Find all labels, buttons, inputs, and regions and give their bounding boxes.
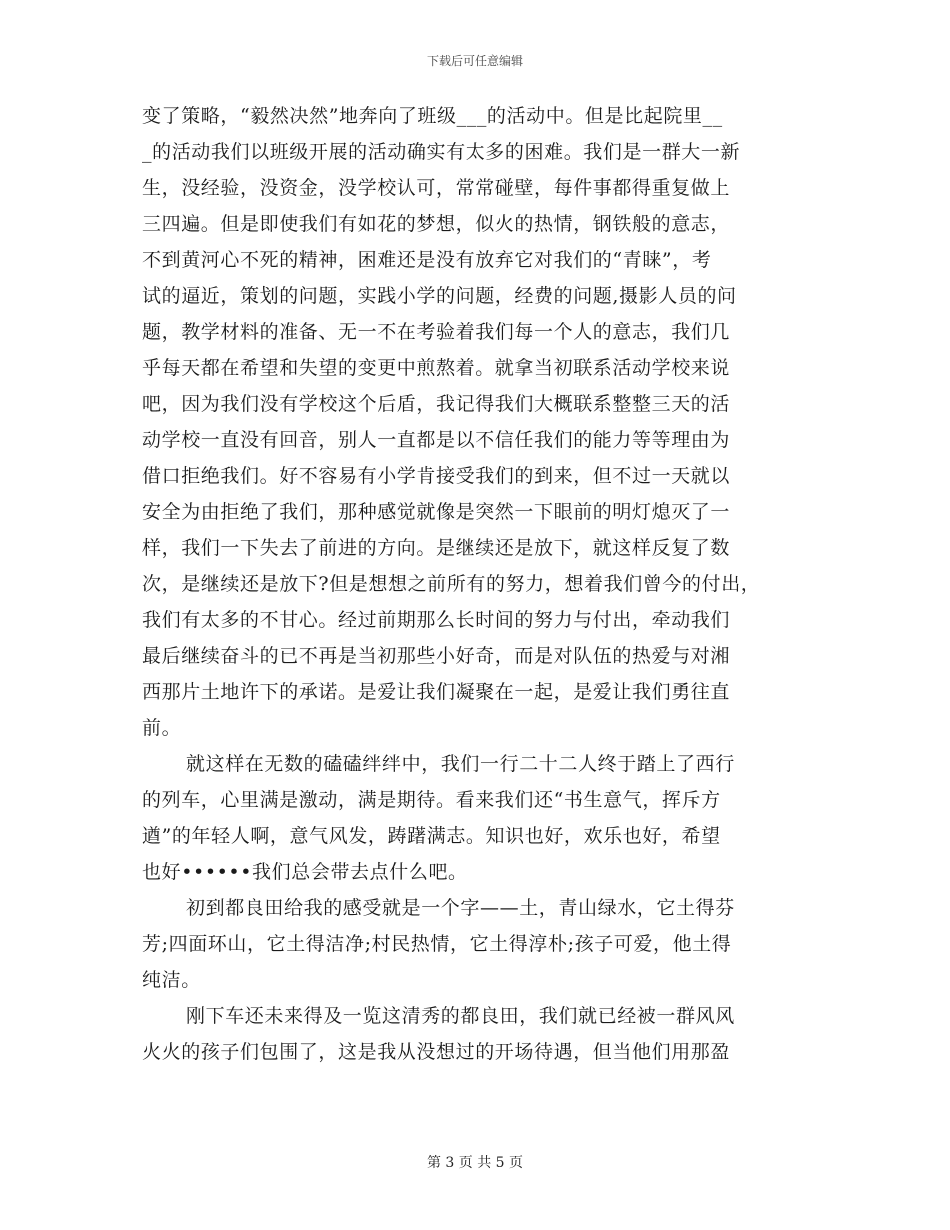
text-line: 借口拒绝我们。好不容易有小学肯接受我们的到来，但不过一天就以 — [142, 465, 731, 487]
text-line: 就这样在无数的磕磕绊绊中，我们一行二十二人终于踏上了西行 — [186, 753, 735, 775]
text-line: 的列车，心里满是激动，满是期待。看来我们还“书生意气，挥斥方 — [142, 789, 721, 811]
text-line: 安全为由拒绝了我们，那种感觉就像是突然一下眼前的明灯熄灭了一 — [142, 501, 731, 523]
text-line: 动学校一直没有回音，别人一直都是以不信任我们的能力等等理由为 — [142, 429, 731, 451]
text-line: 三四遍。但是即使我们有如花的梦想，似火的热情，钢铁般的意志， — [142, 213, 731, 235]
page-header: 下载后可任意编辑 — [426, 54, 523, 68]
text-line: 遒”的年轻人啊，意气风发，踌躇满志。知识也好，欢乐也好，希望 — [142, 825, 721, 847]
text-line: _的活动我们以班级开展的活动确实有太多的困难。我们是一群大一新 — [142, 141, 741, 163]
text-line: 火火的孩子们包围了，这是我从没想过的开场待遇，但当他们用那盈 — [142, 1041, 731, 1063]
text-line: 不到黄河心不死的精神，困难还是没有放弃它对我们的“青睐”，考 — [142, 249, 712, 271]
text-line: 吧，因为我们没有学校这个后盾，我记得我们大概联系整整三天的活 — [142, 393, 731, 415]
text-line: 变了策略，“毅然决然”地奔向了班级___的活动中。但是比起院里__ — [142, 105, 723, 127]
text-line: 样，我们一下失去了前进的方向。是继续还是放下，就这样反复了数 — [142, 537, 731, 559]
text-line: 生，没经验，没资金，没学校认可，常常碰壁，每件事都得重复做上 — [142, 177, 731, 199]
text-line: 次，是继续还是放下?但是想想之前所有的努力，想着我们曾今的付出， — [142, 573, 761, 595]
text-line: 我们有太多的不甘心。经过前期那么长时间的努力与付出，牵动我们 — [142, 609, 731, 631]
text-line: 纯洁。 — [142, 969, 201, 991]
text-line: 刚下车还未来得及一览这清秀的都良田，我们就已经被一群风风 — [186, 1005, 735, 1027]
page-number: 第 3 页 共 5 页 — [426, 1155, 524, 1171]
text-line: 试的逼近，策划的问题，实践小学的问题，经费的问题,摄影人员的问 — [142, 285, 737, 307]
text-line: 题，教学材料的准备、无一不在考验着我们每一个人的意志，我们几 — [142, 321, 731, 343]
text-line: 初到都良田给我的感受就是一个字——土，青山绿水，它土得芬 — [186, 897, 735, 919]
text-line: 乎每天都在希望和失望的变更中煎熬着。就拿当初联系活动学校来说 — [142, 357, 731, 379]
text-line: 芳;四面环山，它土得洁净;村民热情，它土得淳朴;孩子可爱，他土得 — [142, 933, 732, 955]
text-line: 西那片土地许下的承诺。是爱让我们凝聚在一起，是爱让我们勇往直 — [142, 681, 731, 703]
text-line: 也好••••••我们总会带去点什么吧。 — [142, 861, 468, 883]
text-line: 前。 — [142, 717, 182, 739]
document-body — [142, 98, 812, 1070]
text-line: 最后继续奋斗的已不再是当初那些小好奇，而是对队伍的热爱与对湘 — [142, 645, 731, 667]
